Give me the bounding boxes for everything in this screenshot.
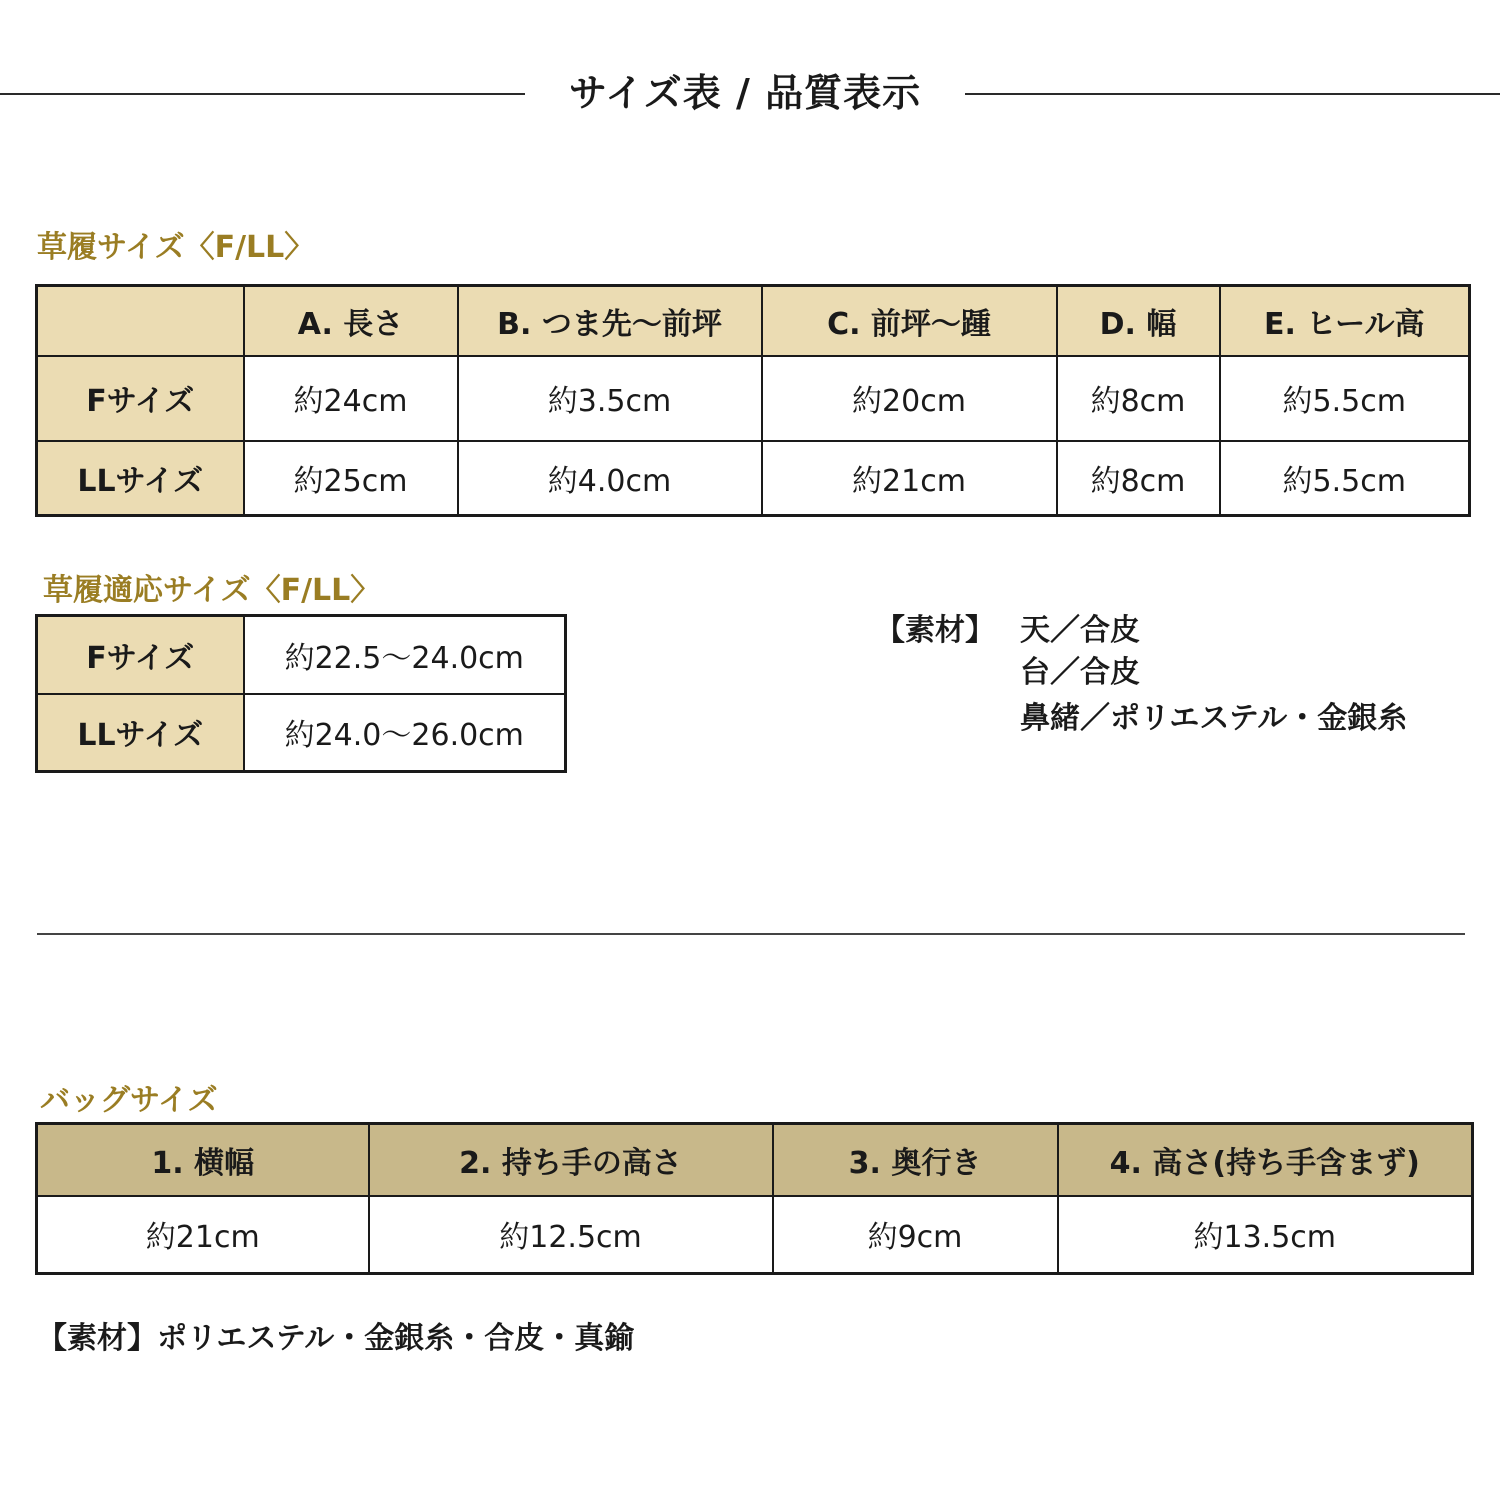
- row-header: Fサイズ: [37, 616, 244, 694]
- bag-size-table: [35, 1122, 1474, 1275]
- zori-size-header-row: [37, 286, 1470, 356]
- zori-fit-row-f: [37, 616, 566, 694]
- table-cell: 約12.5cm: [369, 1196, 773, 1274]
- zori-size-corner: [37, 286, 244, 356]
- table-cell: 約5.5cm: [1220, 356, 1470, 441]
- zori-size-col-width: D. 幅: [1057, 286, 1220, 356]
- title-rule-left: [0, 93, 525, 95]
- table-cell: 約8cm: [1057, 441, 1220, 516]
- table-cell: 約4.0cm: [458, 441, 762, 516]
- zori-fit-label: 草履適応サイズ〈F/LL〉: [43, 573, 381, 608]
- bag-col-height: 4. 高さ(持ち手含まず): [1058, 1124, 1473, 1196]
- bag-material-text: 【素材】ポリエステル・金銀糸・合皮・真鍮: [37, 1321, 635, 1356]
- title-row: [0, 60, 1500, 130]
- zori-size-col-front-to-heel: C. 前坪〜踵: [762, 286, 1057, 356]
- zori-material-label: 【素材】: [875, 613, 995, 648]
- bag-size-label: バッグサイズ: [40, 1083, 218, 1118]
- zori-fit-row-ll: [37, 694, 566, 772]
- table-cell: 約21cm: [37, 1196, 369, 1274]
- table-cell: 約13.5cm: [1058, 1196, 1473, 1274]
- table-cell: 約5.5cm: [1220, 441, 1470, 516]
- zori-material-list: [1020, 610, 1407, 740]
- row-header: LLサイズ: [37, 441, 244, 516]
- bag-size-value-row: [37, 1196, 1473, 1274]
- row-header: Fサイズ: [37, 356, 244, 441]
- row-header: LLサイズ: [37, 694, 244, 772]
- bag-col-handle-height: 2. 持ち手の高さ: [369, 1124, 773, 1196]
- zori-size-col-heel-height: E. ヒール高: [1220, 286, 1470, 356]
- table-cell: 約21cm: [762, 441, 1057, 516]
- zori-size-col-length: A. 長さ: [244, 286, 458, 356]
- zori-size-col-toe-to-front: B. つま先〜前坪: [458, 286, 762, 356]
- zori-material-line: 天／合皮: [1020, 613, 1140, 648]
- zori-material-line: 台／合皮: [1020, 655, 1140, 690]
- section-divider: [37, 933, 1465, 935]
- table-cell: 約25cm: [244, 441, 458, 516]
- bag-col-depth: 3. 奥行き: [773, 1124, 1058, 1196]
- zori-size-row-ll: [37, 441, 1470, 516]
- zori-size-label: 草履サイズ〈F/LL〉: [37, 230, 315, 265]
- table-cell: 約24.0〜26.0cm: [244, 694, 566, 772]
- table-cell: 約20cm: [762, 356, 1057, 441]
- table-cell: 約8cm: [1057, 356, 1220, 441]
- table-cell: 約22.5〜24.0cm: [244, 616, 566, 694]
- zori-material-line: 鼻緒／ポリエステル・金銀糸: [1020, 701, 1408, 736]
- table-cell: 約24cm: [244, 356, 458, 441]
- table-cell: 約3.5cm: [458, 356, 762, 441]
- table-cell: 約9cm: [773, 1196, 1058, 1274]
- title-rule-right: [965, 93, 1500, 95]
- zori-size-row-f: [37, 356, 1470, 441]
- page-title: サイズ表 / 品質表示: [568, 70, 922, 115]
- bag-col-width: 1. 横幅: [37, 1124, 369, 1196]
- zori-fit-table: [35, 614, 567, 773]
- zori-size-table: [35, 284, 1471, 517]
- bag-size-header-row: [37, 1124, 1473, 1196]
